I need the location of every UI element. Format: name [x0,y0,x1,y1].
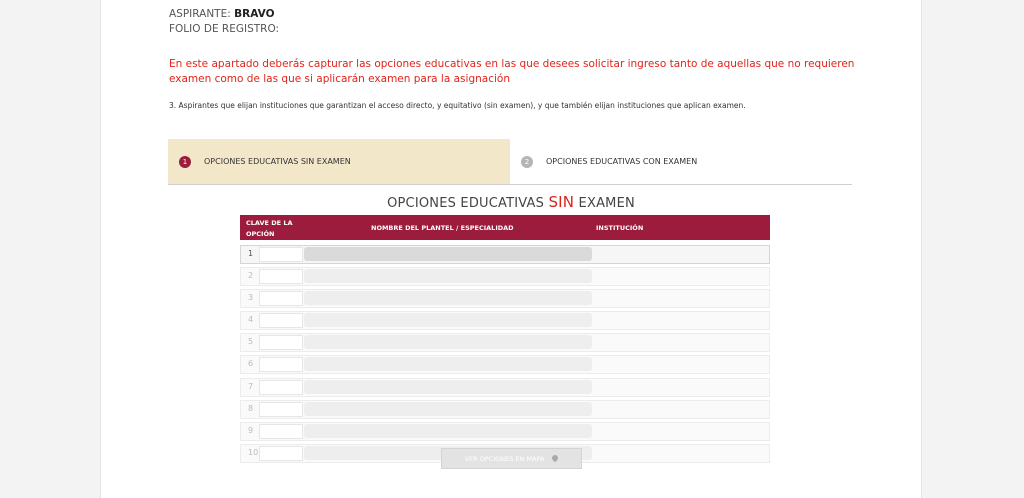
tab-sin-examen-label: OPCIONES EDUCATIVAS SIN EXAMEN [204,157,351,166]
table-row [240,267,770,286]
plantel-field[interactable] [304,247,592,261]
table-row [240,311,770,330]
tab-con-examen-label: OPCIONES EDUCATIVAS CON EXAMEN [546,157,698,166]
plantel-field[interactable] [304,335,592,349]
aspirante-line [169,8,275,20]
step-1-badge: 1 [179,156,191,168]
row-number: 7 [248,381,254,391]
plantel-field[interactable] [304,402,592,416]
options-tabs [168,139,852,185]
clave-input[interactable] [259,424,303,439]
aspirante-label: ASPIRANTE: [169,8,231,20]
clave-input[interactable] [259,247,303,262]
plantel-field[interactable] [304,269,592,283]
row-number: 6 [248,359,254,369]
clave-input[interactable] [259,335,303,350]
page-content [100,0,922,498]
table-row [240,245,770,264]
row-number: 10 [248,447,259,457]
table-row [240,378,770,397]
clave-input[interactable] [259,380,303,395]
note-3: 3. Aspirantes que elijan instituciones que garantizan el acceso directo, y equitativo (sin examen), y que también elijan instituciones que aplican examen. [169,101,746,110]
clave-input[interactable] [259,357,303,372]
view-map-button[interactable] [441,448,582,469]
row-number: 4 [248,315,254,325]
map-pin-icon [551,453,559,461]
instructions-notice: En este apartado deberás capturar las opciones educativas en las que desees solicitar ingreso tanto de aquellas que no requieren examen como de las que si aplicarán examen para la asignación [169,58,855,85]
table-row [240,400,770,419]
section-title-pre: OPCIONES EDUCATIVAS [387,196,549,211]
clave-input[interactable] [259,402,303,417]
column-header-clave: CLAVE DE LA OPCIÓN [246,219,293,238]
plantel-field[interactable] [304,291,592,305]
step-2-badge: 2 [521,156,533,168]
clave-input[interactable] [259,291,303,306]
clave-input[interactable] [259,269,303,284]
row-number: 9 [248,425,254,435]
plantel-field[interactable] [304,313,592,327]
plantel-field[interactable] [304,424,592,438]
row-number: 1 [248,249,254,258]
view-map-button-label: VER OPCIONES EN MAPA [464,454,545,463]
table-row [240,422,770,441]
tab-sin-examen[interactable] [168,139,510,184]
table-row [240,333,770,352]
section-title-highlight: SIN [548,193,575,211]
row-number: 2 [248,271,254,281]
row-number: 8 [248,403,254,413]
table-row [240,289,770,308]
row-number: 5 [248,337,254,347]
plantel-field[interactable] [304,380,592,394]
clave-input[interactable] [259,313,303,328]
tab-con-examen[interactable] [510,139,852,184]
clave-input[interactable] [259,446,303,461]
section-title-post: EXAMEN [574,196,635,211]
plantel-field[interactable] [304,357,592,371]
row-number: 3 [248,293,254,303]
column-header-plantel: NOMBRE DEL PLANTEL / ESPECIALIDAD [371,224,514,232]
table-row [240,355,770,374]
aspirante-name: BRAVO [234,8,275,20]
column-header-institucion: INSTITUCIÓN [596,224,644,232]
options-table-header [240,215,770,240]
section-title [101,193,921,211]
folio-label: FOLIO DE REGISTRO: [169,23,280,35]
options-table-body [240,245,770,466]
